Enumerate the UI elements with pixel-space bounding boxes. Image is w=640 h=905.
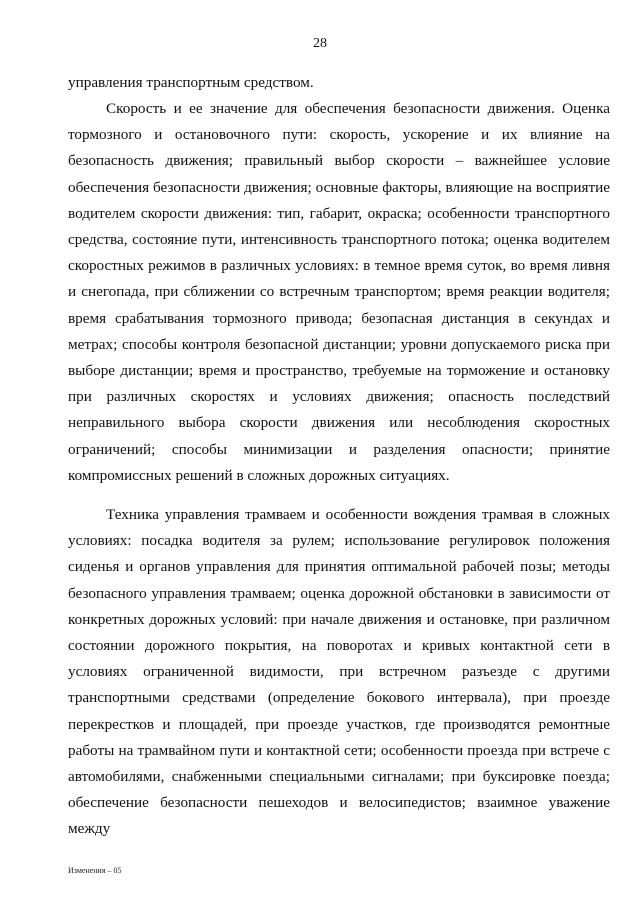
page-number: 28 xyxy=(313,36,327,51)
continuation-line: управления транспортным средством. xyxy=(68,74,314,91)
paragraph-tram-control-technique: Техника управления трамваем и особенности вождения трамвая в сложных условиях: посадка водителя за рулем; использование регулировок положения сиденья и органов управления для принятия оптимальной рабочей позы; методы безопасного управления трамваем; оценка дорожной обстановки в зависимости от конкретных дорожных условий: при начале движения и остановке, при различном состоянии дорожного покрытия, на поворотах и кривых контактной сети в условиях ограниченной видимости, при встречном разъезде с другими транспортными средствами (определение бокового интервала), при проезде перекрестков и площадей, при проезде участков, где производятся ремонтные работы на трамвайном пути и контактной сети; особенности проезда при встрече с автомобилями, снабженными специальными сигналами; при буксировке поезда; обеспечение безопасности пешеходов и велосипедистов; взаимное уважение между xyxy=(68,506,610,838)
paragraph-speed-safety: Скорость и ее значение для обеспечения безопасности движения. Оценка тормозного и остановочного пути: скорость, ускорение и их влияние на безопасность движения; правильный выбор скорости – важнейшее условие обеспечения безопасности движения; основные факторы, влияющие на восприятие водителем скорости движения: тип, габарит, окраска; особенности транспортного средства, состояние пути, интенсивность транспортного потока; оценка водителем скоростных режимов в различных условиях: в темное время суток, во время ливня и снегопада, при сближении со встречным транспортом; время реакции водителя; время срабатывания тормозного привода; безопасная дистанция в секундах и метрах; способы контроля безопасной дистанции; уровни допускаемого риска при выборе дистанции; время и пространство, требуемые на торможение и остановку при различных скоростях и условиях движения; опасность последствий неправильного выбора скорости движения или несоблюдения скоростных ограничений; способы минимизации и разделения опасности; принятие компромиссных решений в сложных дорожных ситуациях. xyxy=(68,100,610,484)
revision-note: Изменения – 05 xyxy=(68,866,122,875)
